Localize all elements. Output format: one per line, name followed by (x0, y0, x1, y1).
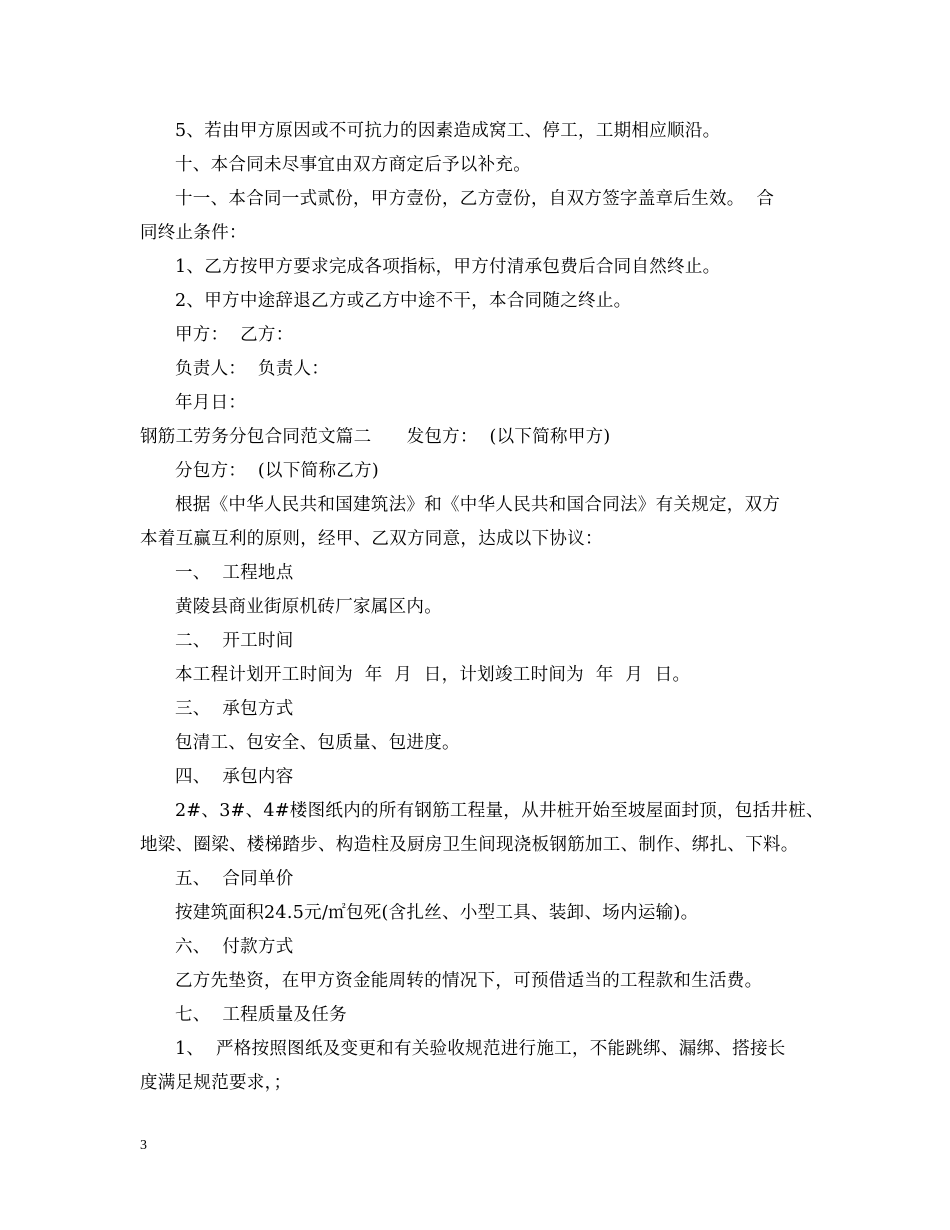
clause-heading: 五、 合同单价 (175, 869, 294, 889)
paragraph-line: 年月日： (175, 393, 247, 413)
section-title: 钢筋工劳务分包合同范文篇二 发包方： (以下简称甲方) (140, 427, 611, 447)
paragraph-line: 1、乙方按甲方要求完成各项指标，甲方付清承包费后合同自然终止。 (175, 257, 721, 277)
paragraph-line: 按建筑面积24.5元/㎡包死(含扎丝、小型工具、装卸、场内运输)。 (175, 903, 699, 923)
paragraph-line: 分包方： (以下简称乙方) (175, 461, 379, 481)
paragraph-line: 包清工、包安全、包质量、包进度。 (175, 733, 460, 753)
clause-heading: 六、 付款方式 (175, 937, 294, 957)
clause-heading: 二、 开工时间 (175, 631, 294, 651)
paragraph-line: 乙方先垫资，在甲方资金能周转的情况下，可预借适当的工程款和生活费。 (175, 971, 763, 991)
paragraph-line: 根据《中华人民共和国建筑法》和《中华人民共和国合同法》有关规定，双方 (175, 495, 781, 515)
paragraph-line: 十一、本合同一式贰份，甲方壹份，乙方壹份，自双方签字盖章后生效。 合 (175, 189, 775, 209)
paragraph-line: 同终止条件： (140, 223, 247, 243)
paragraph-line: 黄陵县商业街原机砖厂家属区内。 (175, 597, 442, 617)
clause-heading: 一、 工程地点 (175, 563, 294, 583)
paragraph-line: 地梁、圈梁、楼梯踏步、构造柱及厨房卫生间现浇板钢筋加工、制作、绑扎、下料。 (140, 835, 799, 855)
page-number: 3 (140, 1138, 147, 1153)
clause-heading: 四、 承包内容 (175, 767, 294, 787)
paragraph-line: 本工程计划开工时间为 年 月 日，计划竣工时间为 年 月 日。 (175, 665, 691, 685)
paragraph-line: 度满足规范要求，； (140, 1073, 292, 1093)
paragraph-line: 2、甲方中途辞退乙方或乙方中途不干，本合同随之终止。 (175, 291, 632, 311)
paragraph-line: 负责人： 负责人： (175, 359, 330, 379)
paragraph-line: 本着互赢互利的原则，经甲、乙双方同意，达成以下协议： (140, 529, 603, 549)
paragraph-line: 5、若由甲方原因或不可抗力的因素造成窝工、停工，工期相应顺沿。 (175, 121, 721, 141)
paragraph-line: 甲方： 乙方： (175, 325, 294, 345)
clause-heading: 七、 工程质量及任务 (175, 1005, 347, 1025)
paragraph-line: 2#、3#、4#楼图纸内的所有钢筋工程量，从井桩开始至坡屋面封顶，包括井桩、 (175, 801, 824, 821)
paragraph-line: 十、本合同未尽事宜由双方商定后予以补充。 (175, 155, 531, 175)
paragraph-line: 1、 严格按照图纸及变更和有关验收规范进行施工，不能跳绑、漏绑、搭接长 (175, 1039, 786, 1059)
clause-heading: 三、 承包方式 (175, 699, 294, 719)
